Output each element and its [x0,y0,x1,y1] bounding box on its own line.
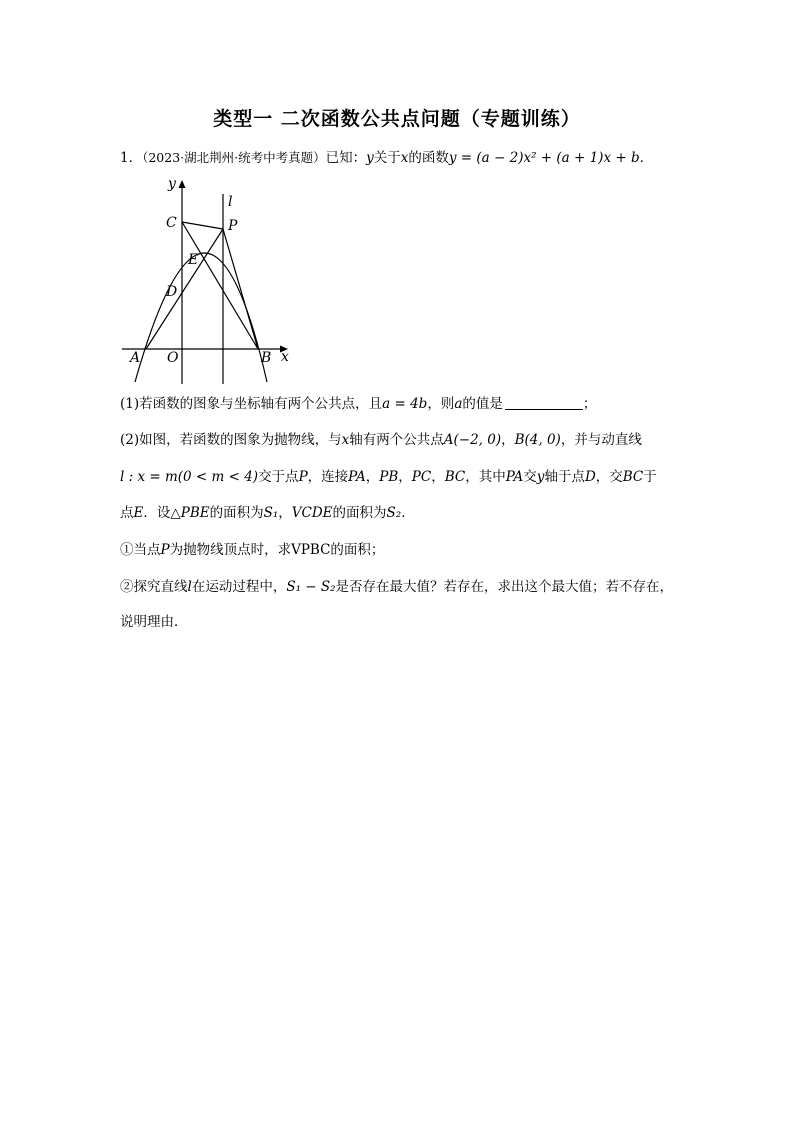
part2-var-y: y [536,469,545,485]
sub2-expression: S₁ − S₂ [286,579,336,595]
label-l: l [228,194,233,210]
intro-end: ． [639,150,654,166]
seg-pb: PB [379,469,399,485]
point-b: B(4, 0) [514,432,561,448]
part2-text-2f: ，交 [595,469,623,485]
segment-bc [182,222,258,349]
part2-line1 [120,430,642,450]
sub-question-2-cont [120,612,188,632]
part2-text-1a: (2)如图，若函数的图象为抛物线，与 [120,432,342,448]
part2-text-3a: 点 [120,505,134,521]
comma1: ， [365,469,380,485]
label-p: P [228,218,238,234]
problem-source: （2023·湖北荆州·统考中考真题） [142,150,326,165]
intro-mid1: 关于 [373,150,401,166]
sub-question-1 [120,540,384,560]
sub2-var-l: l [187,579,192,595]
sub2-line2: 说明理由． [120,614,188,630]
triangle-cde: VCDE [291,505,333,521]
label-d: D [166,284,178,300]
part1-condition: a = 4b [382,396,428,412]
area-s1: S₁ [263,505,279,521]
sub2-text-c: 是否存在最大值？若存在，求出这个最大值；若不存在， [335,579,674,595]
comma3: ， [431,469,445,485]
part2-var-p: P [298,469,308,485]
label-c: C [166,215,177,231]
var-x: x [400,150,409,166]
part2-var-d: D [584,469,596,485]
sub2-text-b: 在运动过程中， [191,579,287,595]
triangle-pbe: △PBE [170,505,210,521]
part2-text-2d: 交 [523,469,537,485]
area-s2: S₂ [386,505,402,521]
label-y: y [168,176,176,192]
part1-var-a: a [454,396,463,412]
part2-text-2e: 轴于点 [544,469,585,485]
seg-bc: BC [444,469,466,485]
problem-intro [120,148,653,168]
label-o: O [167,350,179,366]
part2-text-2c: ，其中 [465,469,506,485]
sub1-text-a: ①当点 [120,542,161,558]
label-b: B [261,350,272,366]
sub2-text-a: ②探究直线 [120,579,188,595]
part2-text-1c: ，并与动直线 [560,432,642,448]
point-a: A(−2, 0) [443,432,502,448]
seg-pc: PC [411,469,432,485]
y-axis-arrow [179,180,186,188]
part2-line3 [120,503,415,523]
label-e: E [188,252,199,268]
answer-blank[interactable] [505,395,583,410]
part2-var-x: x [341,432,350,448]
part2-text-3c: 的面积为 [209,505,264,521]
part2-var-e: E [133,505,144,521]
part1-text-c: 的值是 [462,396,503,412]
part2-text-3f: ． [401,505,415,521]
segment-pc [182,222,223,229]
part2-text-1b: 轴有两个公共点 [349,432,444,448]
seg-pa: PA [348,469,366,485]
intro-prefix: 已知： [325,150,367,166]
var-y: y [366,150,374,166]
label-x: x [281,349,289,365]
part2-sep1: ， [501,432,515,448]
label-a: A [130,350,141,366]
line-l-definition: l : x = m(0 < m < 4) [120,469,259,485]
part2-text-3b: ．设 [143,505,171,521]
part1-text-a: (1)若函数的图象与坐标轴有两个公共点，且 [120,396,383,412]
segment-pa [146,229,223,349]
part2-text-3e: 的面积为 [332,505,387,521]
parabola [135,253,267,382]
comma2: ， [398,469,412,485]
sub-question-2 [120,577,673,597]
part2-text-2a: 交于点 [258,469,299,485]
part1-end: ； [582,396,597,412]
sub1-var-p: P [160,542,170,558]
part2-text-3d: ， [278,505,292,521]
seg-bc-2: BC [622,469,644,485]
part2-text-2g: 于 [643,469,657,485]
intro-mid2: 的函数 [408,150,449,166]
part2-line2 [120,467,657,487]
part2-text-2b: ，连接 [307,469,349,485]
geometry-figure [118,172,298,388]
part1-text-b: ，则 [427,396,455,412]
page-title: 类型一 二次函数公共点问题（专题训练） [213,108,581,130]
seg-pa-2: PA [505,469,524,485]
sub1-text-b: 为抛物线顶点时，求VPBC的面积； [169,542,385,558]
part1-question [120,394,596,414]
function-formula: y = (a − 2)x² + (a + 1)x + b [448,150,640,166]
segment-pb [223,229,258,349]
problem-number: 1． [120,150,143,166]
